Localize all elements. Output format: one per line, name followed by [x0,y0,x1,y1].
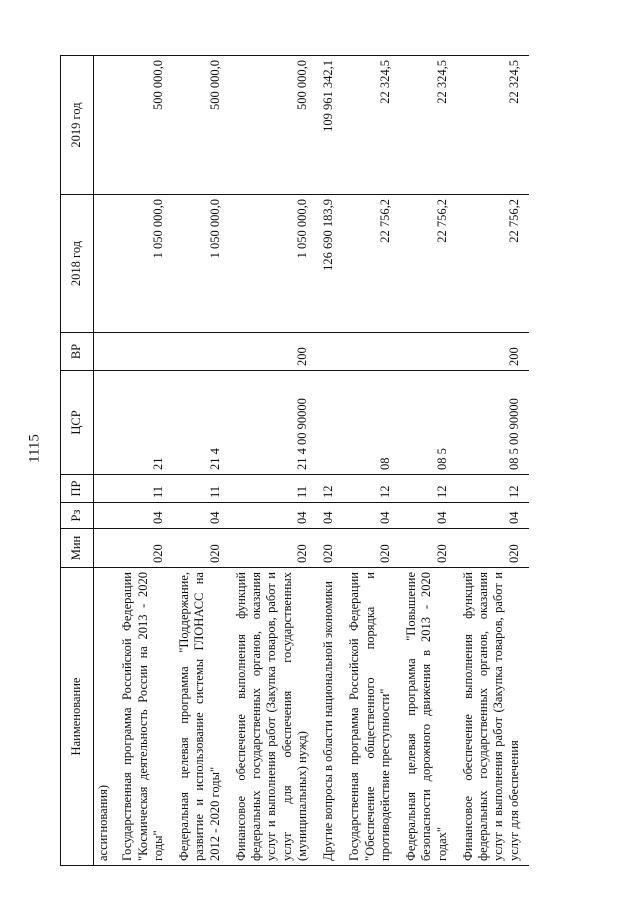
cell-vr [343,333,400,371]
cell-name: ассигнования) [94,568,117,866]
cell-min: 020 [173,529,230,568]
cell-2019: 22 324,5 [457,56,529,195]
header-pr: ПР [61,475,94,503]
page-number: 1115 [26,434,43,463]
table-row [116,56,173,866]
cell-vr [94,333,117,371]
table-row [400,56,457,866]
cell-name: Финансовое обеспечение выполнения функций федеральных государственных органов, оказания услуг и выполнения работ (Закупка товаров, работ и услуг для обеспечения [457,568,529,866]
cell-2018: 1 050 000,0 [116,195,173,333]
cell-2018: 22 756,2 [457,195,529,333]
cell-name: Финансовое обеспечение выполнения функций федеральных государственных органов, оказания услуг и выполнения работ (Закупка товаров, работ и услуг для обеспечения государственных (муниципальных) нужд) [230,568,317,866]
cell-name: Федеральная целевая программа "Повышение безопасности дорожного движения в 2013 - 2020 годах" [400,568,457,866]
cell-2019: 500 000,0 [230,56,317,195]
header-rz: Рз [61,503,94,529]
cell-pr: 12 [343,475,400,503]
cell-2018: 22 756,2 [400,195,457,333]
cell-rz: 04 [343,503,400,529]
cell-2018: 22 756,2 [343,195,400,333]
cell-2018: 1 050 000,0 [230,195,317,333]
cell-min: 020 [317,529,343,568]
cell-min: 020 [457,529,529,568]
table-row [457,56,529,866]
cell-csr: 21 4 [173,371,230,475]
cell-rz: 04 [116,503,173,529]
cell-2019 [94,56,117,195]
cell-csr [94,371,117,475]
header-min: Мин [61,529,94,568]
cell-csr: 08 [343,371,400,475]
cell-name: Государственная программа Российской Федерации "Космическая деятельность России на 2013 - 2020 годы" [116,568,173,866]
cell-vr: 200 [457,333,529,371]
cell-2018 [94,195,117,333]
cell-min: 020 [343,529,400,568]
table-row [317,56,343,866]
header-2018: 2018 год [61,195,94,333]
header-2019: 2019 год [61,56,94,195]
cell-2019: 500 000,0 [116,56,173,195]
cell-rz: 04 [173,503,230,529]
table-row [343,56,400,866]
cell-vr [400,333,457,371]
cell-min: 020 [400,529,457,568]
budget-table [60,55,529,866]
cell-2019: 22 324,5 [343,56,400,195]
table-row [230,56,317,866]
cell-pr: 11 [173,475,230,503]
header-vr: ВР [61,333,94,371]
cell-pr: 12 [400,475,457,503]
cell-2019: 22 324,5 [400,56,457,195]
cell-vr [173,333,230,371]
cell-rz: 04 [317,503,343,529]
cell-pr: 11 [230,475,317,503]
cell-csr: 08 5 [400,371,457,475]
header-csr: ЦСР [61,371,94,475]
cell-pr [94,475,117,503]
cell-name: Другие вопросы в области национальной экономики [317,568,343,866]
table-row [94,56,117,866]
cell-rz [94,503,117,529]
cell-name: Федеральная целевая программа "Поддержание, развитие и использование системы ГЛОНАСС на 2012 - 2020 годы" [173,568,230,866]
cell-csr: 21 4 00 90000 [230,371,317,475]
cell-2018: 1 050 000,0 [173,195,230,333]
cell-rz: 04 [230,503,317,529]
header-row [61,56,94,866]
cell-pr: 11 [116,475,173,503]
cell-min [94,529,117,568]
cell-vr: 200 [230,333,317,371]
cell-2018: 126 690 183,9 [317,195,343,333]
cell-min: 020 [116,529,173,568]
cell-pr: 12 [317,475,343,503]
cell-name: Государственная программа Российской Федерации "Обеспечение общественного порядка и противодействие преступности" [343,568,400,866]
header-name: Наименование [61,568,94,866]
cell-2019: 500 000,0 [173,56,230,195]
cell-csr [317,371,343,475]
cell-pr: 12 [457,475,529,503]
cell-csr: 21 [116,371,173,475]
rotated-table-container [60,56,590,866]
cell-rz: 04 [457,503,529,529]
cell-vr [317,333,343,371]
cell-2019: 109 961 342,1 [317,56,343,195]
cell-min: 020 [230,529,317,568]
cell-csr: 08 5 00 90000 [457,371,529,475]
cell-rz: 04 [400,503,457,529]
cell-vr [116,333,173,371]
table-row [173,56,230,866]
